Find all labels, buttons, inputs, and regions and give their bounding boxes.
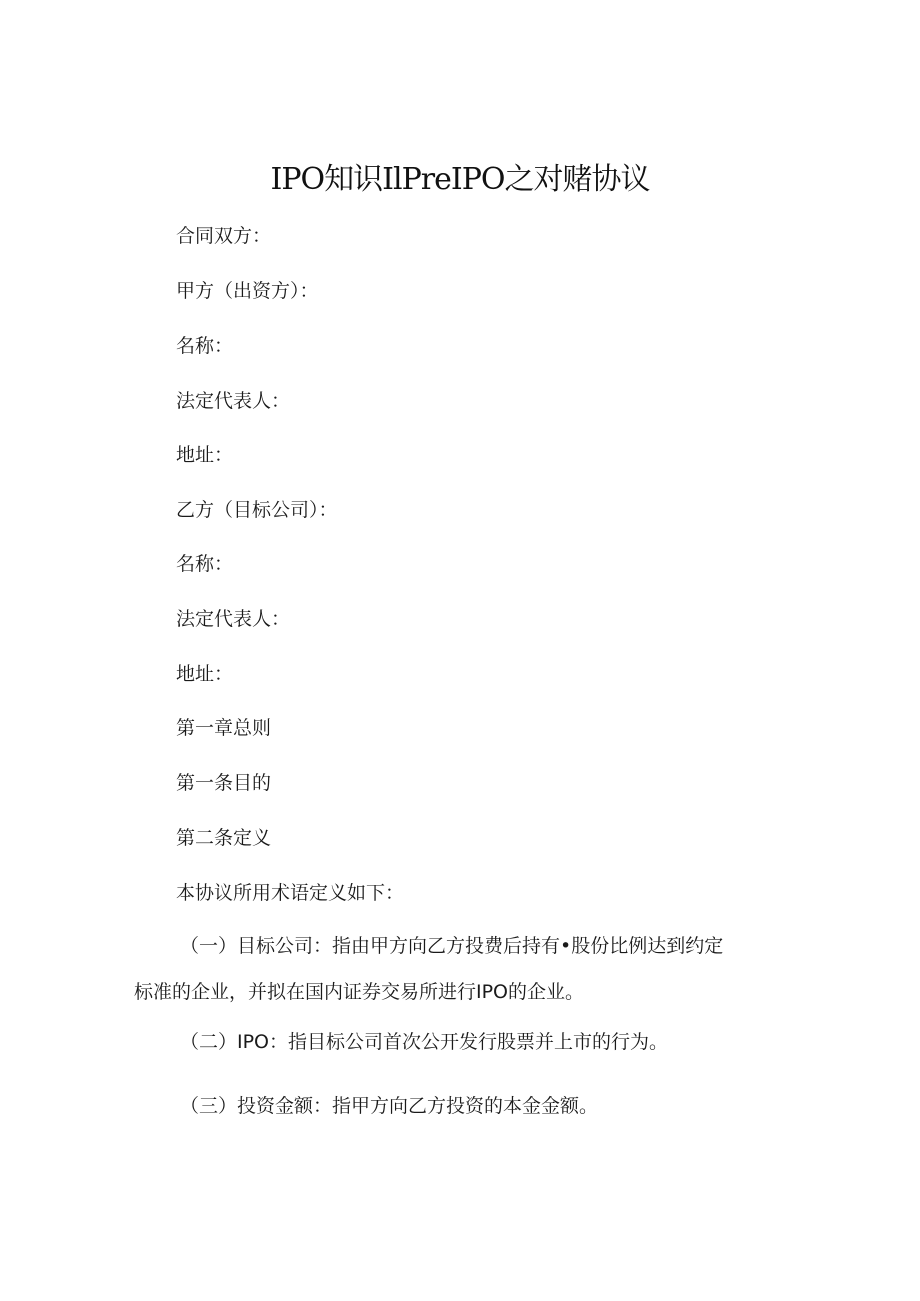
definition-line: 标准的企业，并拟在国内证券交易所进行IPO的企业。 bbox=[134, 981, 585, 1003]
party-a-legal-rep-label: 法定代表人： bbox=[176, 390, 291, 412]
party-b-legal-rep-label: 法定代表人： bbox=[176, 608, 291, 630]
definition-line: （三）投资金额：指甲方向乙方投资的本金金额。 bbox=[180, 1095, 599, 1117]
party-a-address-label: 地址： bbox=[176, 444, 234, 466]
definition-target-company bbox=[134, 932, 774, 1006]
definition-line: （一）目标公司：指由甲方向乙方投费后持有•股份比例达到约定 bbox=[180, 935, 724, 957]
chapter-one-heading: 第一章总则 bbox=[176, 717, 272, 739]
party-b-heading: 乙方（目标公司）： bbox=[176, 499, 338, 521]
definition-ipo bbox=[134, 1028, 774, 1056]
document-title: IPO知识IlPreIPO之对赌协议 bbox=[270, 162, 650, 197]
article-two-heading: 第二条定义 bbox=[176, 827, 272, 849]
definition-investment-amount bbox=[134, 1092, 774, 1120]
article-one-heading: 第一条目的 bbox=[176, 772, 272, 794]
contract-parties-heading: 合同双方： bbox=[176, 225, 272, 247]
party-a-name-label: 名称： bbox=[176, 335, 234, 357]
party-b-name-label: 名称： bbox=[176, 553, 234, 575]
party-b-address-label: 地址： bbox=[176, 663, 234, 685]
definitions-intro: 本协议所用术语定义如下： bbox=[176, 882, 405, 904]
party-a-heading: 甲方（出资方）： bbox=[176, 280, 319, 302]
definition-line: （二）IPO：指目标公司首次公开发行股票并上市的行为。 bbox=[180, 1031, 669, 1053]
